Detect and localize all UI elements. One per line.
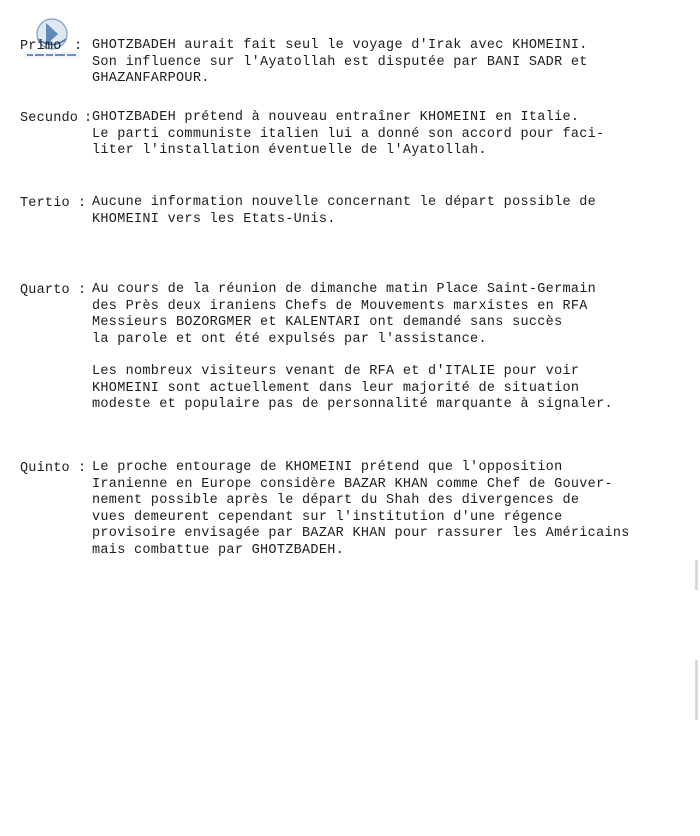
- entry-colon: :: [84, 111, 93, 126]
- text-line: GHOTZBADEH aurait fait seul le voyage d'Irak avec KHOMEINI.: [92, 38, 588, 53]
- paragraph: [92, 460, 684, 559]
- entry-colon: :: [78, 283, 87, 298]
- paragraph: [92, 110, 684, 160]
- paragraph: [92, 364, 684, 414]
- entry-label: Primo: [20, 39, 62, 54]
- text-line: Son influence sur l'Ayatollah est disputée par BANI SADR et: [92, 54, 588, 70]
- text-line: Le parti communiste italien lui a donné son accord pour faci-: [92, 126, 605, 142]
- text-line: GHAZANFARPOUR.: [92, 71, 210, 86]
- entry-colon: :: [78, 461, 87, 476]
- paragraph: [92, 195, 684, 228]
- text-line: Les nombreux visiteurs venant de RFA et d'ITALIE pour voir: [92, 364, 580, 379]
- entry-label: Quinto: [20, 461, 70, 476]
- paragraph: [92, 282, 684, 348]
- text-line: Le proche entourage de KHOMEINI prétend que l'opposition: [92, 460, 563, 475]
- text-line: des Près deux iraniens Chefs de Mouvements marxistes en RFA: [92, 298, 588, 314]
- text-line: vues demeurent cependant sur l'institution d'une régence: [92, 509, 563, 525]
- text-line: modeste et populaire pas de personnalité marquante à signaler.: [92, 397, 613, 412]
- text-line: liter l'installation éventuelle de l'Ayatollah.: [92, 143, 487, 158]
- text-line: mais combattue par GHOTZBADEH.: [92, 542, 345, 558]
- text-line: nement possible après le départ du Shah des divergences de: [92, 493, 580, 508]
- entry-label: Tertio: [20, 196, 70, 211]
- text-line: Iranienne en Europe considère BAZAR KHAN comme Chef de Gouver-: [92, 476, 613, 492]
- scan-edge-mark: [695, 560, 698, 590]
- entry-label: Secundo: [20, 111, 79, 126]
- entry-colon: :: [74, 39, 83, 54]
- text-line: provisoire envisagée par BAZAR KHAN pour rassurer les Américains: [92, 526, 630, 541]
- text-line: Aucune information nouvelle concernant le départ possible de: [92, 195, 597, 210]
- paragraph: [92, 38, 684, 88]
- entry-colon: :: [78, 196, 87, 211]
- text-line: KHOMEINI sont actuellement dans leur majorité de situation: [92, 380, 580, 396]
- text-line: GHOTZBADEH prétend à nouveau entraîner KHOMEINI en Italie.: [92, 110, 580, 125]
- text-line: la parole et ont été expulsés par l'assistance.: [92, 331, 487, 347]
- text-line: Messieurs BOZORGMER et KALENTARI ont demandé sans succès: [92, 315, 563, 330]
- entry-label: Quarto: [20, 283, 70, 298]
- text-line: KHOMEINI vers les Etats-Unis.: [92, 211, 336, 227]
- text-line: Au cours de la réunion de dimanche matin Place Saint-Germain: [92, 282, 597, 297]
- scan-edge-mark: [695, 660, 698, 720]
